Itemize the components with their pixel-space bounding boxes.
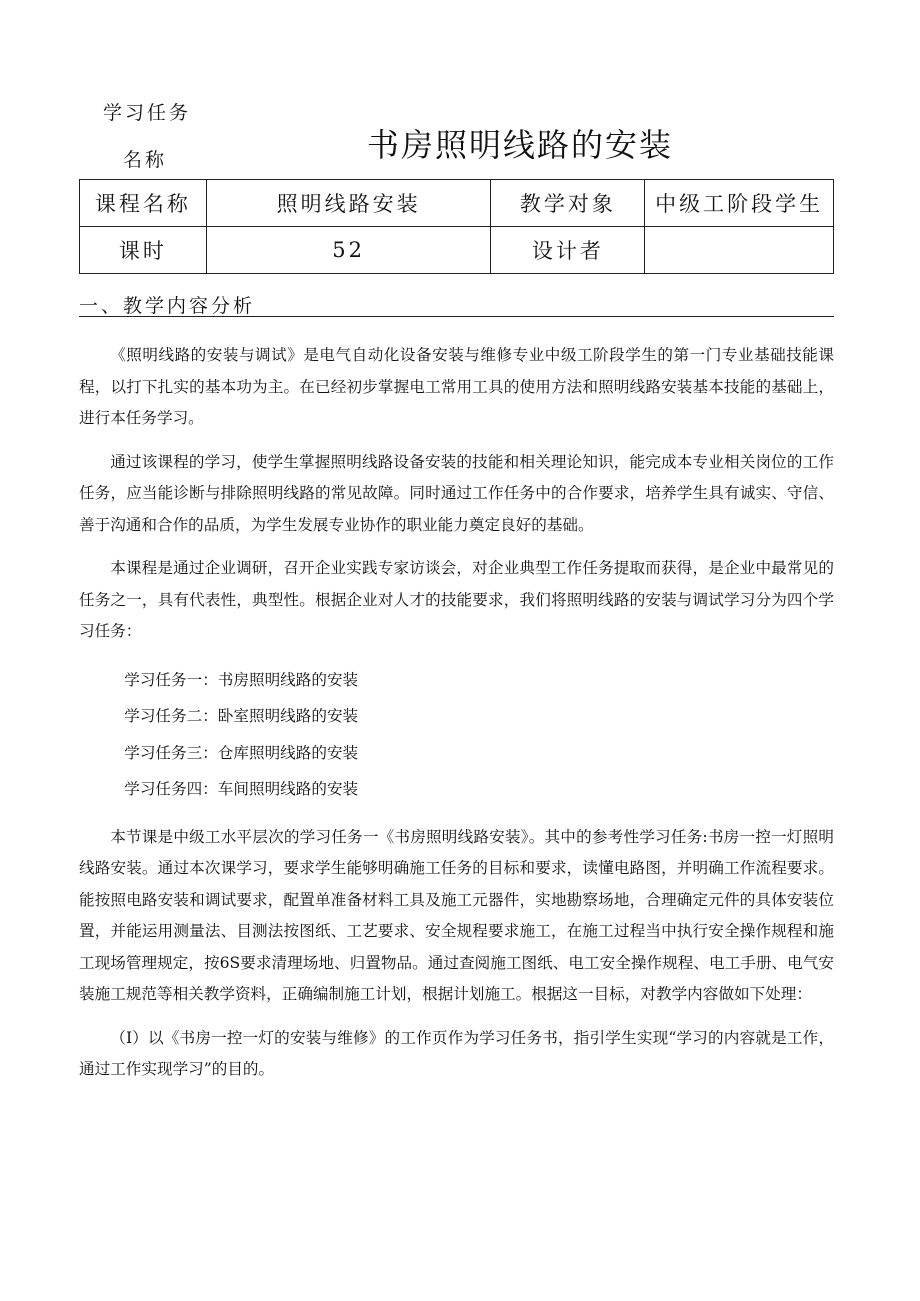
course-info-table	[79, 179, 834, 274]
table-row	[80, 227, 834, 274]
paragraph: （I）以《书房一控一灯的安装与维修》的工作页作为学习任务书，指引学生实现“学习的内容就是工作，通过工作实现学习”的目的。	[79, 1028, 834, 1078]
page-title: 书房照明线路的安装	[367, 126, 674, 164]
audience-label: 教学对象	[491, 180, 645, 227]
section-body	[79, 340, 834, 1086]
designer-label: 设计者	[491, 227, 645, 274]
audience-value: 中级工阶段学生	[645, 180, 834, 227]
hours-label: 课时	[80, 227, 207, 274]
paragraph: 《照明线路的安装与调试》是电气自动化设备安装与维修专业中级工阶段学生的第一门专业基础技能课程，以打下扎实的基本功为主。在已经初步掌握电工常用工具的使用方法和照明线路安装基本技能的基础上，进行本任务学习。	[79, 346, 834, 427]
list-item: 学习任务三：仓库照明线路的安装	[124, 743, 359, 762]
list-item: 学习任务一：书房照明线路的安装	[124, 670, 359, 689]
task-name-label-line2: 名称	[123, 149, 168, 171]
task-list	[79, 662, 834, 808]
hours-value: 52	[206, 227, 491, 274]
list-item: 学习任务二：卧室照明线路的安装	[124, 707, 359, 725]
table-row	[80, 180, 834, 227]
course-name-label: 课程名称	[80, 180, 207, 227]
course-name-value: 照明线路安装	[206, 180, 491, 227]
section-divider	[79, 316, 834, 317]
designer-value	[645, 227, 834, 274]
paragraph: 本课程是通过企业调研，召开企业实践专家访谈会，对企业典型工作任务提取而获得，是企业中最常见的任务之一，具有代表性，典型性。根据企业对人才的技能要求，我们将照明线路的安装与调试学习分为四个学习任务：	[79, 559, 834, 640]
section-heading: 一、教学内容分析	[79, 295, 256, 317]
paragraph: 本节课是中级工水平层次的学习任务一《书房照明线路安装》。其中的参考性学习任务:书房一控一灯照明线路安装。通过本次课学习，要求学生能够明确施工任务的目标和要求，读懂电路图，并明确工作流程要求。能按照电路安装和调试要求，配置单准备材料工具及施工元器件，实地勘察场地，合理确定元件的具体安装位置，并能运用测量法、目测法按图纸、工艺要求、安全规程要求施工，在施工过程当中执行安全操作规程和施工现场管理规定，按6S要求清理场地、归置物品。通过查阅施工图纸、电工安全操作规程、电工手册、电气安装施工规范等相关教学资料，正确编制施工计划，根据计划施工。根据这一目标，对教学内容做如下处理：	[79, 827, 834, 1003]
list-item: 学习任务四：车间照明线路的安装	[124, 780, 359, 798]
paragraph: 通过该课程的学习，使学生掌握照明线路设备安装的技能和相关理论知识，能完成本专业相关岗位的工作任务，应当能诊断与排除照明线路的常见故障。同时通过工作任务中的合作要求，培养学生具有诚实、守信、善于沟通和合作的品质，为学生发展专业协作的职业能力奠定良好的基础。	[79, 452, 834, 534]
task-name-label-line1: 学习任务	[103, 102, 192, 124]
